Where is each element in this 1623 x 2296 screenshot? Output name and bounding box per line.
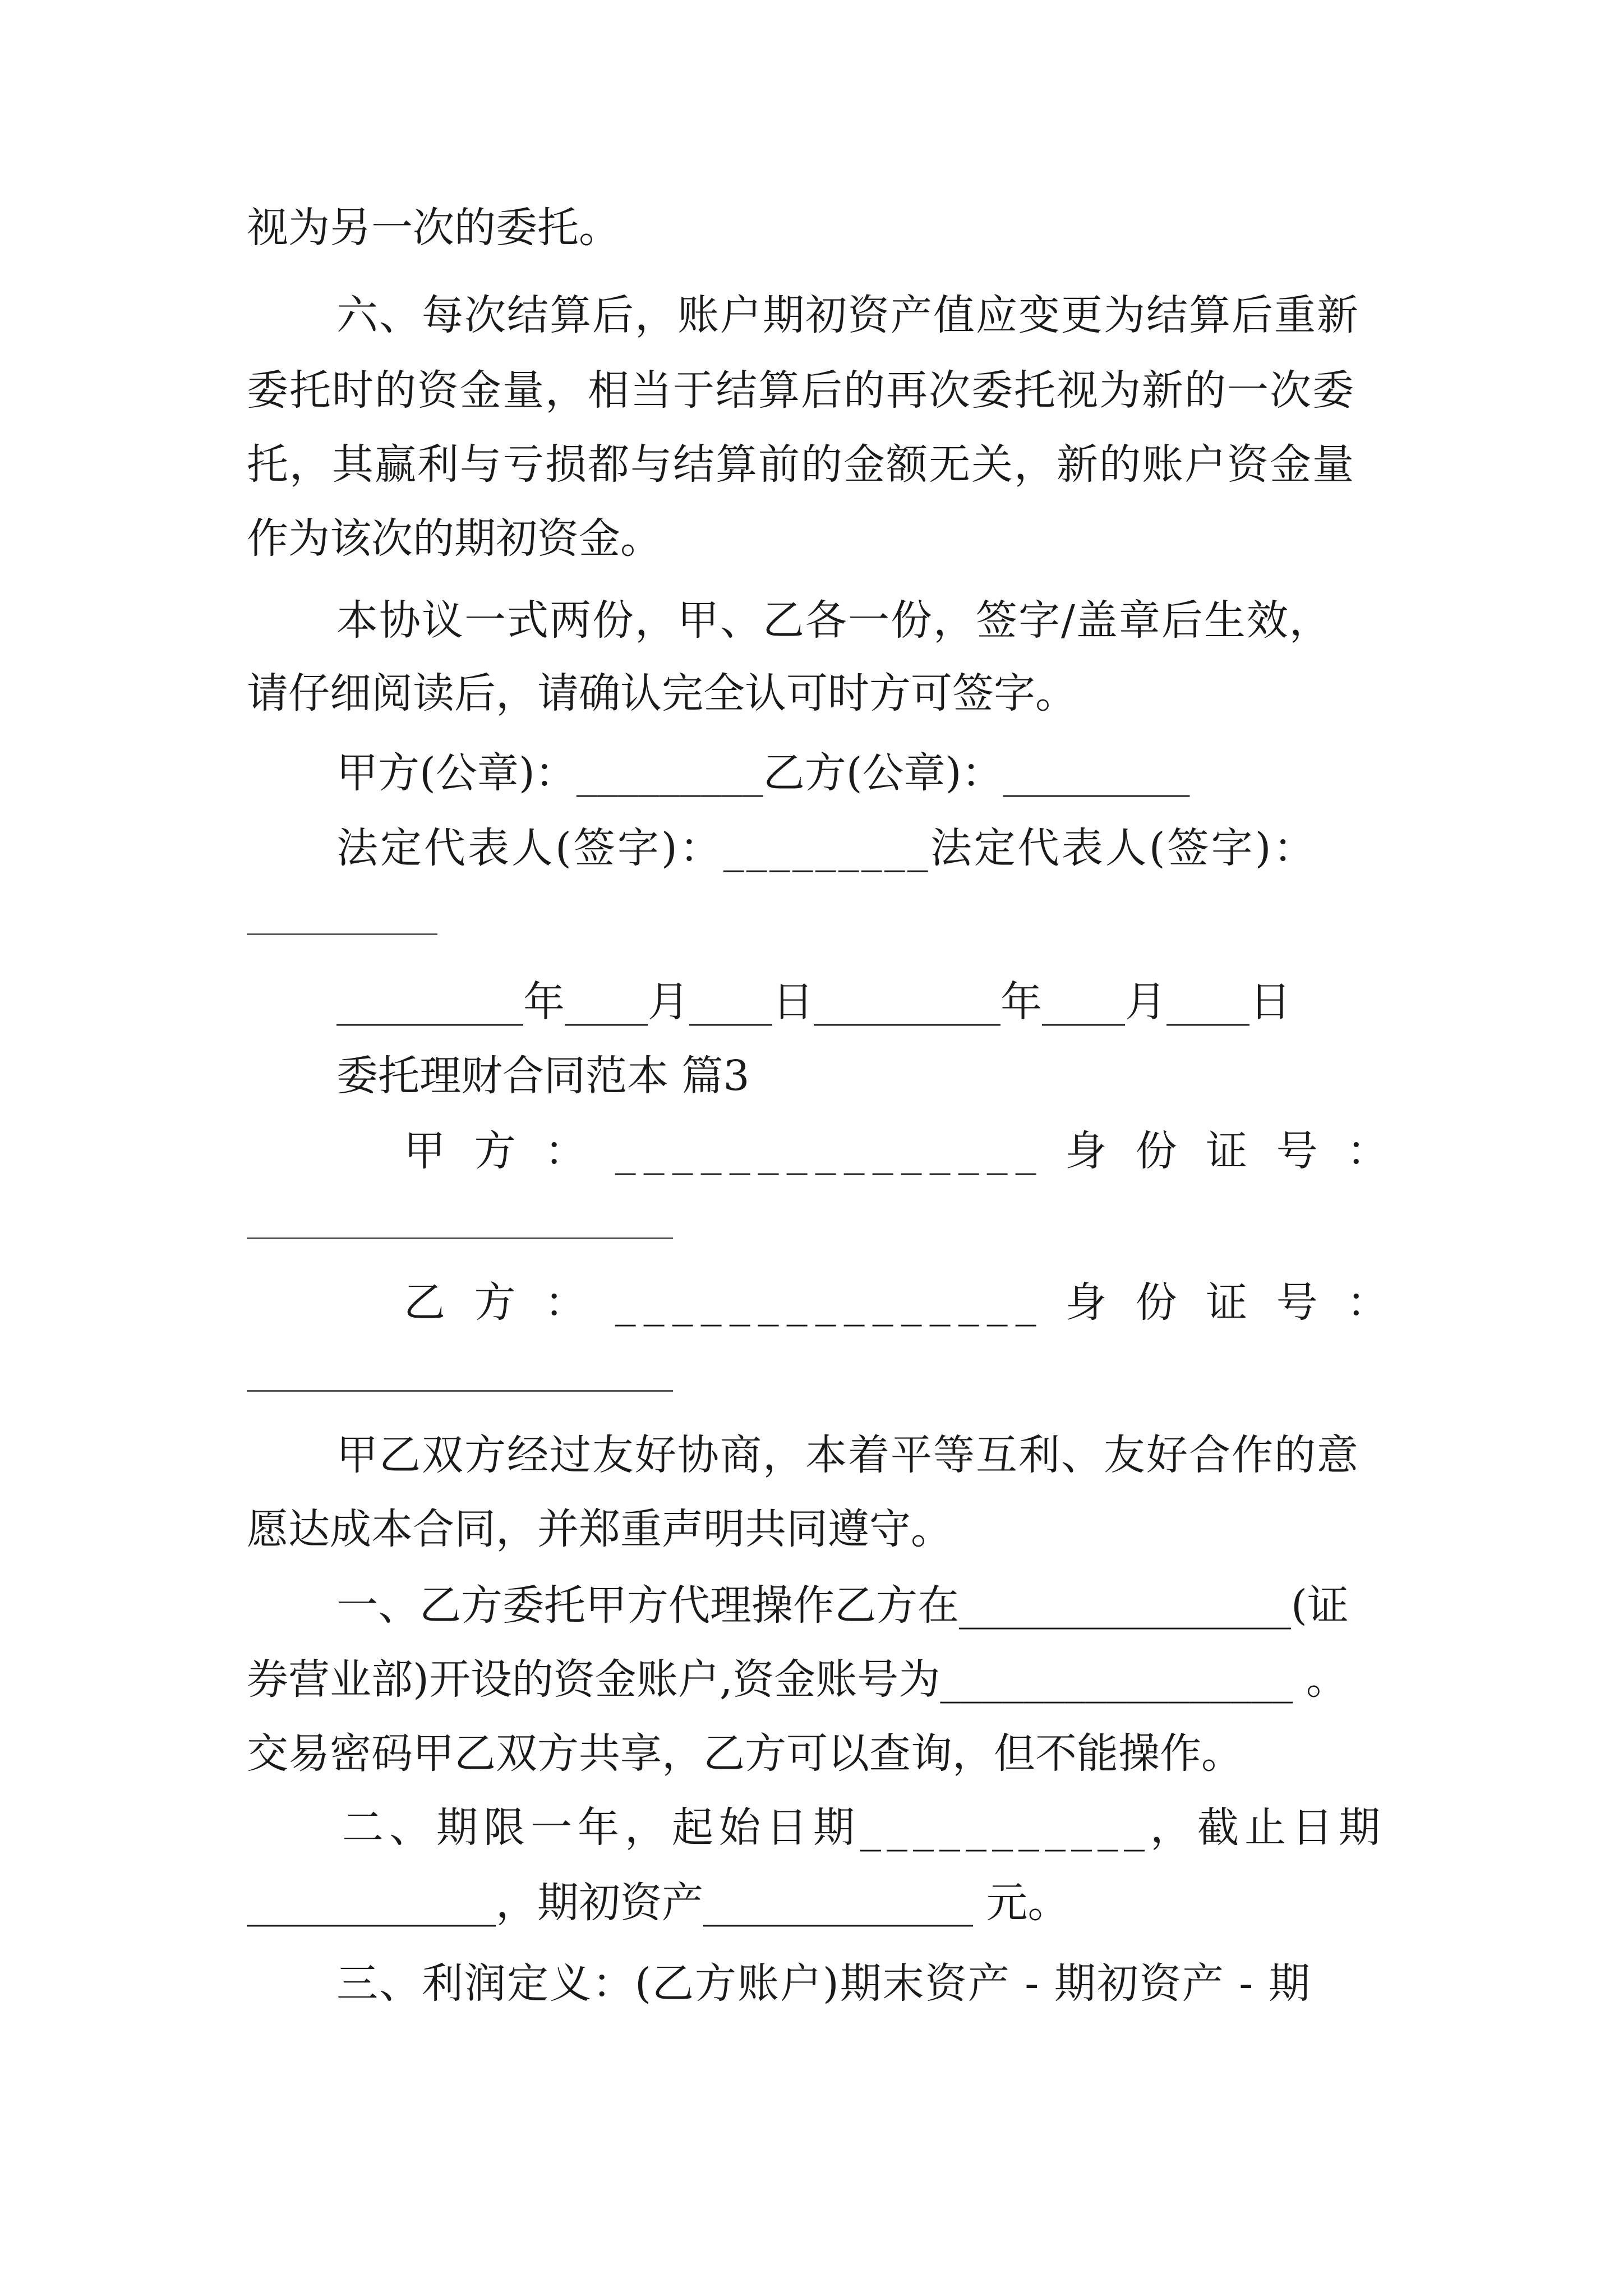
text-line-3: 委托时的资金量，相当于结算后的再次委托视为新的一次委 [247,366,1355,415]
text-line-1: 视为另一次的委托。 [247,204,620,252]
text-line-14: 甲乙双方经过友好协商，本着平等互利、友好合作的意 [336,1431,1359,1479]
clause-1-line-1: 一、乙方委托甲方代理操作乙方在________________(证 [336,1581,1349,1630]
text-line-4: 托，其赢利与亏损都与结算前的金额无关，新的账户资金量 [247,440,1355,489]
text-line-7: 请仔细阅读后，请确认完全认可时方可签字。 [247,669,1077,717]
text-line-2: 六、每次结算后，账户期初资产值应变更为结算后重新 [336,291,1359,339]
text-line-5: 作为该次的期初资金。 [247,514,662,563]
text-line-6: 本协议一式两份，甲、乙各一份，签字/盖章后生效， [336,596,1332,645]
party-a-id-blank [247,1237,673,1239]
party-a-id-line: 甲 方 ： _______________ 身 份 证 号 ： [404,1127,1396,1175]
date-line: _________年____月____日_________年____月____日 [336,978,1291,1026]
clause-1-line-2: 券营业部)开设的资金账户,资金账号为_________________ 。 [247,1655,1348,1704]
clause-2-line-2: ____________，期初资产_____________ 元。 [247,1879,1069,1927]
legal-representative-line: 法定代表人(签字)：_________法定代表人(签字)： [336,824,1317,872]
party-b-id-line: 乙 方 ： _______________ 身 份 证 号 ： [404,1278,1396,1327]
text-line-15: 愿达成本合同，并郑重声明共同遵守。 [247,1505,952,1553]
signature-party-line: 甲方(公章)：_________乙方(公章)：_________ [336,749,1190,797]
clause-2-line-1: 二、期限一年，起始日期___________，截止日期 [342,1803,1386,1852]
section-heading: 委托理财合同范本 篇3 [336,1052,750,1100]
clause-1-line-3: 交易密码甲乙双方共享，乙方可以查询，但不能操作。 [247,1729,1243,1778]
signature-blank-continuation [247,933,437,935]
party-b-id-blank [247,1390,673,1392]
clause-3-line-1: 三、利润定义：(乙方账户)期末资产 - 期初资产 - 期 [336,1959,1311,2008]
